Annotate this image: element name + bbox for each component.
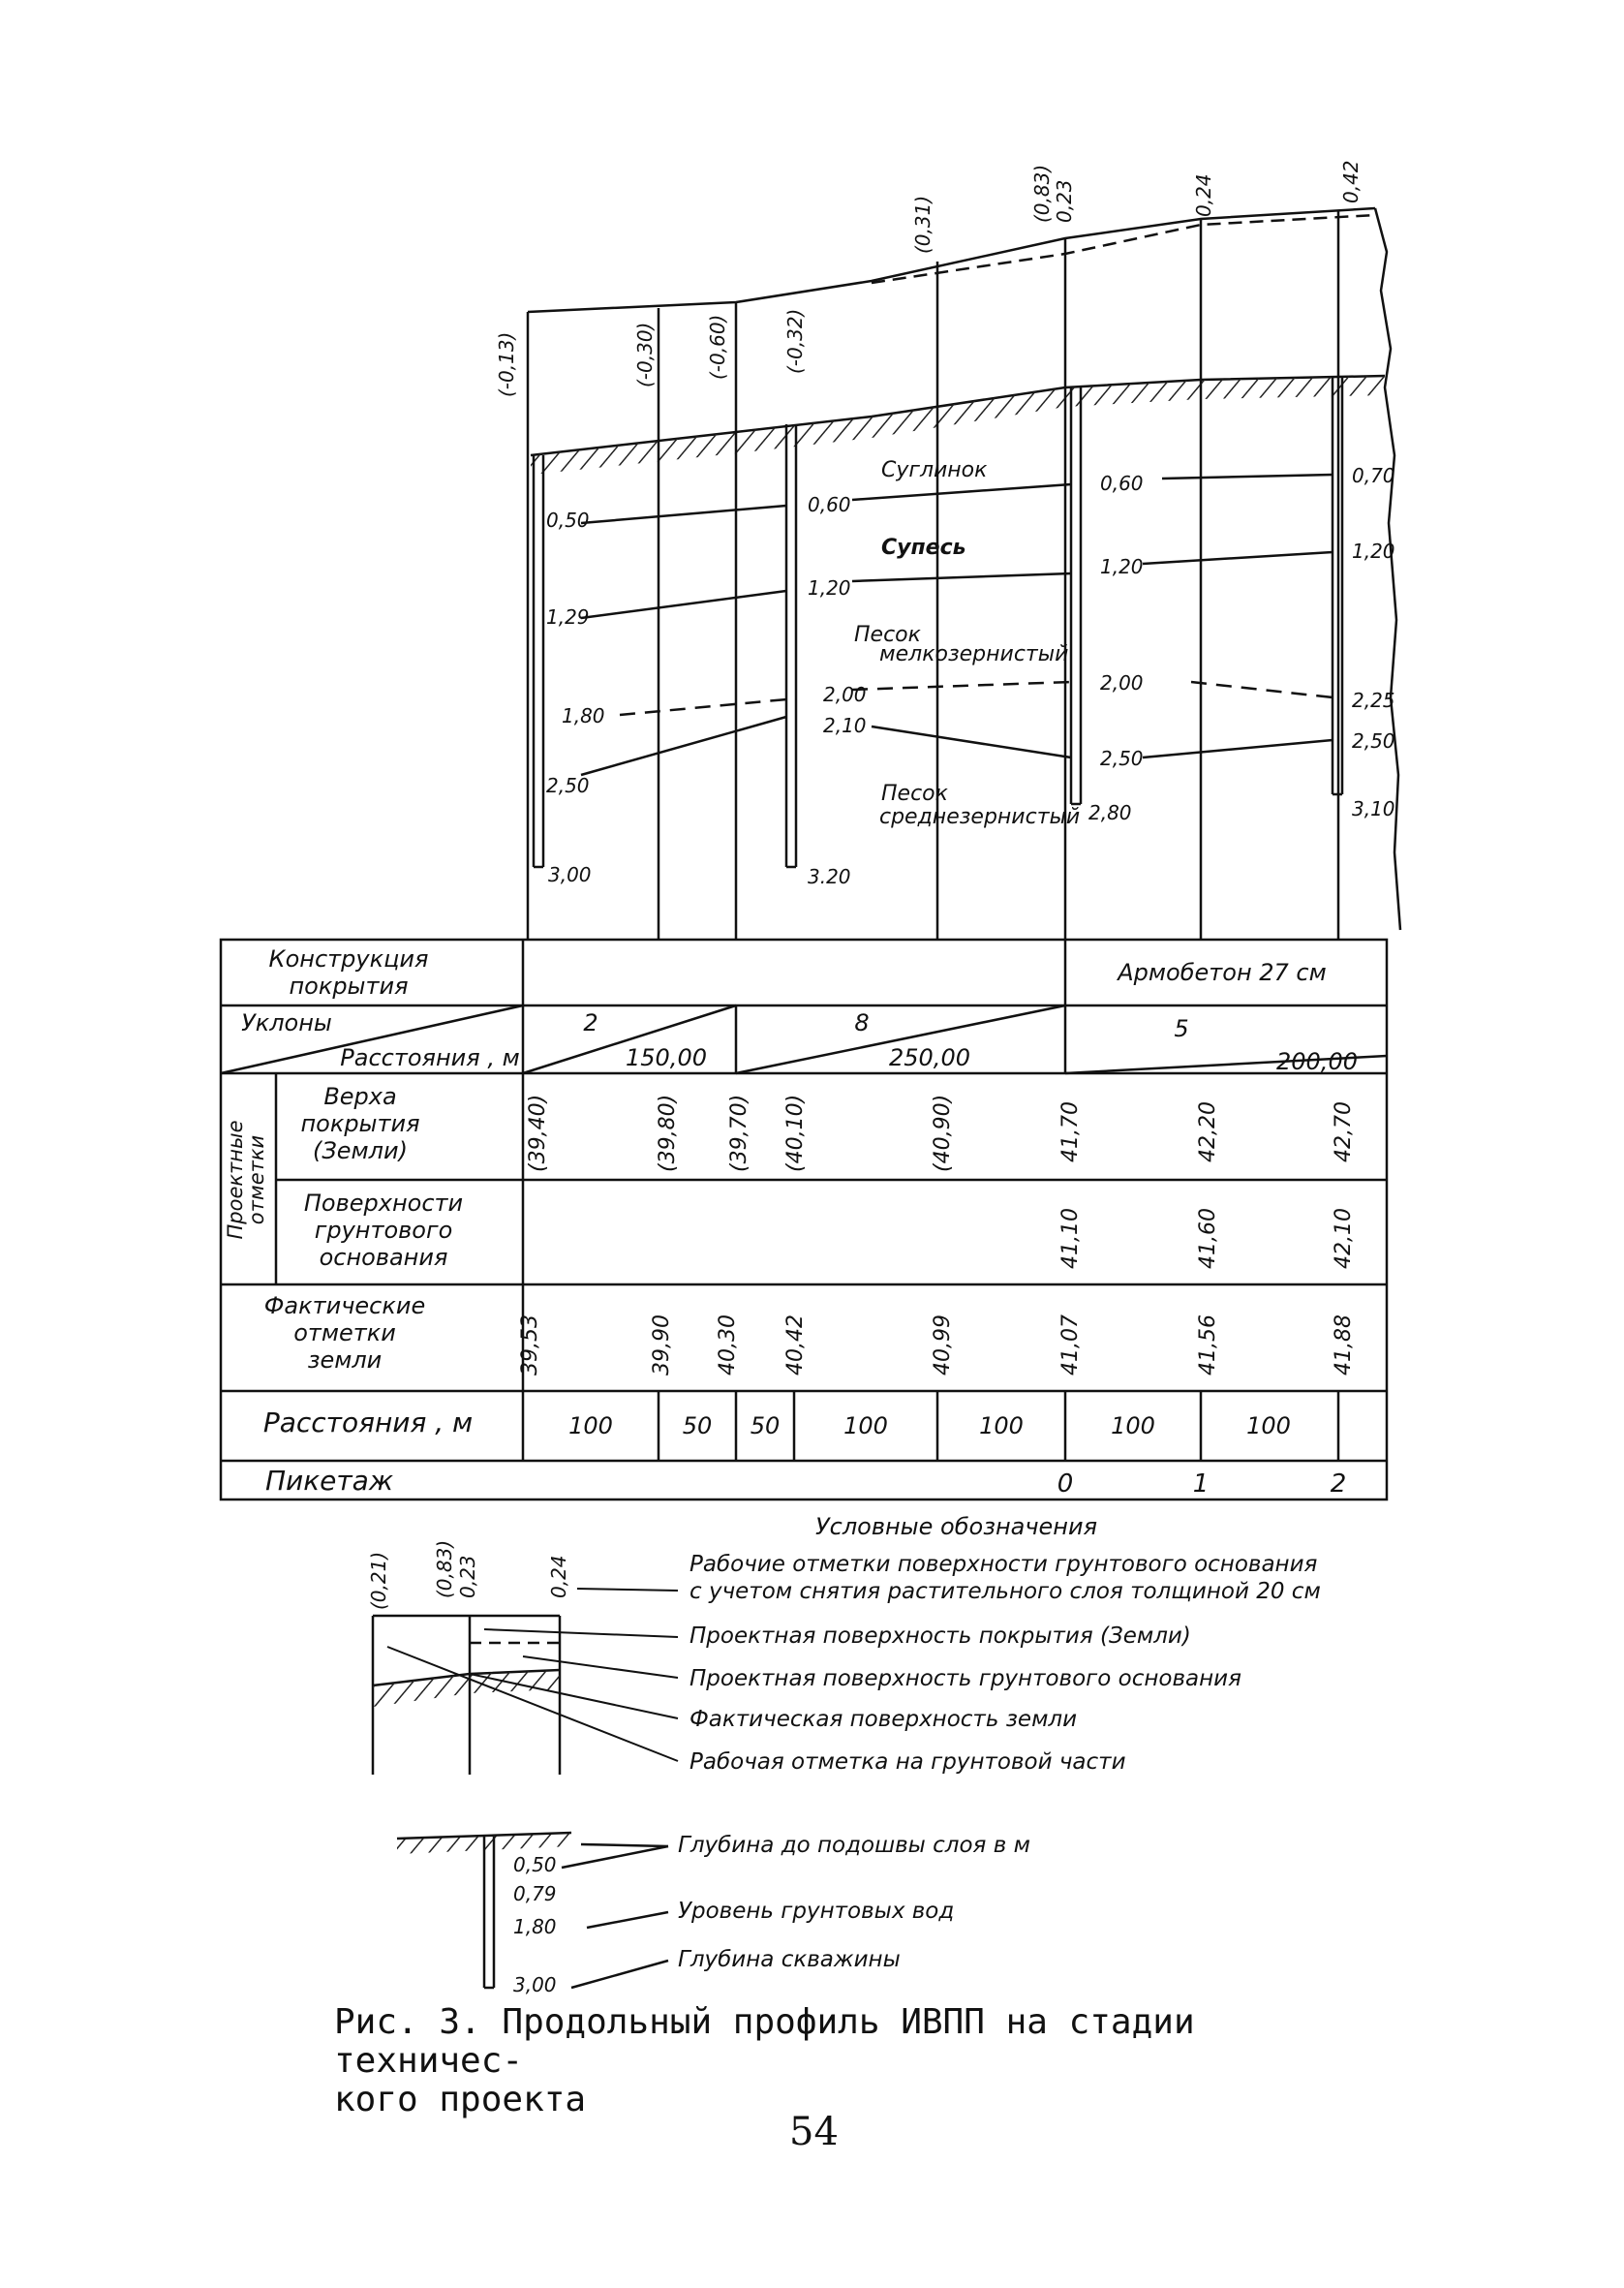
cell-value: 100 (568, 1412, 613, 1439)
cell-value: 50 (750, 1412, 781, 1439)
groundwater-line (1191, 682, 1333, 697)
depth-value: 1,20 (808, 576, 851, 600)
cell-value: 100 (1111, 1412, 1155, 1439)
cell-value: (39,80) (656, 1094, 680, 1172)
groundwater-line (620, 699, 786, 715)
depth-value: 1,29 (546, 605, 590, 629)
slope-distance: 250,00 (889, 1044, 970, 1071)
caption-line: кого проекта (334, 2080, 587, 2119)
slope-value: 2 (583, 1009, 598, 1036)
top-mark: 0,24 (1192, 173, 1215, 217)
depth-value: 2,50 (546, 774, 590, 797)
cell-value: 41,70 (1058, 1101, 1083, 1162)
row-label-top: Верха (323, 1083, 397, 1110)
top-mark: 0,23 (1053, 179, 1076, 223)
cell-value: (40,90) (931, 1094, 955, 1172)
row-label-distances: Расстояния , м (340, 1044, 520, 1071)
depth-value: 3,00 (548, 863, 592, 886)
table-values-top (526, 1095, 1356, 1172)
profile-right-edge (1375, 208, 1400, 930)
construction-value: Армобетон 27 см (1118, 959, 1327, 986)
borehole-2 (786, 424, 796, 867)
row-label-actual: Фактические (263, 1292, 426, 1319)
cell-value: 39,53 (518, 1314, 542, 1376)
design-surface-line (528, 208, 1375, 312)
top-mark: (-0,30) (633, 322, 657, 387)
cell-value: 41,88 (1332, 1314, 1356, 1376)
legend-item: Рабочие отметки поверхности грунтового основания (689, 1552, 1318, 1577)
cell-value: 100 (843, 1412, 888, 1439)
page-number: 54 (789, 2110, 839, 2154)
cell-value: 41,60 (1196, 1208, 1220, 1269)
cell-value: 50 (682, 1412, 713, 1439)
cell-value: 100 (1246, 1412, 1291, 1439)
row-label-slopes: Уклоны (241, 1009, 332, 1036)
depth-value: 1,20 (1352, 540, 1395, 563)
cell-value: 1 (1192, 1469, 1210, 1499)
depth-value: 3,10 (1352, 797, 1395, 820)
cell-value: 0 (1057, 1469, 1074, 1499)
row-label-top: покрытия (300, 1110, 420, 1137)
depth-value: 0,50 (546, 509, 590, 532)
cell-value: 41,56 (1196, 1314, 1220, 1376)
table-labels (224, 945, 1358, 1497)
cell-value: 100 (979, 1412, 1024, 1439)
slope-distance: 150,00 (626, 1044, 707, 1071)
legend-item: с учетом снятия растительного слоя толщиной 20 см (689, 1579, 1321, 1604)
legend-mini-profile (373, 1616, 560, 1775)
cell-value: (40,10) (783, 1094, 808, 1172)
layer-boundary (1162, 475, 1333, 479)
legend-depth-value: 0,79 (513, 1882, 557, 1905)
legend-title: Условные обозначения (815, 1513, 1098, 1540)
layer-label-suglinok: Суглинок (881, 458, 988, 482)
depth-value: 2,10 (823, 714, 867, 737)
legend-borehole-values (513, 1853, 557, 1996)
table-values-distances (568, 1412, 1291, 1439)
cell-value: 39,90 (650, 1314, 674, 1376)
row-label-distances: Расстояния , м (262, 1407, 474, 1438)
top-mark: (-0,60) (706, 314, 729, 380)
legend-item: Глубина скважины (678, 1947, 901, 1972)
legend-item: Проектная поверхность покрытия (Земли) (689, 1623, 1191, 1649)
cell-value: 42,20 (1196, 1101, 1220, 1162)
layer-boundary (1143, 740, 1333, 758)
layer-boundary (581, 717, 786, 775)
slope-value: 5 (1174, 1015, 1189, 1042)
row-label-base: основания (319, 1244, 448, 1271)
legend-item: Рабочая отметка на грунтовой части (689, 1749, 1126, 1775)
top-mark: 0,42 (1339, 160, 1363, 203)
cell-value: 40,42 (783, 1314, 808, 1376)
row-label-top: (Земли) (313, 1137, 408, 1164)
depth-value: 2,00 (1100, 671, 1144, 695)
slope-distance: 200,00 (1276, 1048, 1358, 1075)
group-label-design-marks: Проектные (224, 1120, 247, 1240)
borehole-3 (1071, 387, 1081, 804)
cell-value: 2 (1330, 1469, 1347, 1499)
depth-value: 0,60 (808, 493, 851, 516)
cell-value: 42,10 (1332, 1208, 1356, 1269)
cell-value: (39,70) (727, 1094, 751, 1172)
depth-value: 1,80 (562, 704, 605, 727)
cell-value: (39,40) (526, 1094, 550, 1172)
layer-boundary (581, 591, 786, 618)
row-label-construction: покрытия (289, 973, 409, 1000)
legend-mark: (0,21) (367, 1551, 390, 1610)
cell-value: 42,70 (1332, 1101, 1356, 1162)
borehole-1 (534, 455, 543, 867)
legend-depth-value: 3,00 (513, 1973, 557, 1996)
table-values-actual (518, 1314, 1356, 1376)
legend-item: Глубина до подошвы слоя в м (678, 1833, 1030, 1858)
depth-value: 2,25 (1352, 689, 1395, 712)
layer-boundary (581, 506, 786, 523)
table-values-base (1058, 1208, 1356, 1269)
layer-boundary (1143, 552, 1333, 564)
row-label-actual: земли (307, 1346, 383, 1374)
cell-value: 40,30 (716, 1314, 740, 1376)
legend-items (689, 1552, 1321, 1775)
top-mark: (0,83) (1030, 164, 1054, 223)
legend-item: Фактическая поверхность земли (689, 1707, 1078, 1732)
layer-label-fine-sand: Песок (854, 623, 921, 647)
layer-boundary (852, 484, 1071, 500)
layer-label-medium-sand: среднезернистый (879, 805, 1081, 829)
row-label-base: грунтового (314, 1217, 453, 1244)
depth-value: 0,70 (1352, 464, 1395, 487)
legend-mini-marks (367, 1540, 570, 1610)
layer-label-fine-sand: мелкозернистый (879, 642, 1069, 666)
depth-value: 3.20 (808, 865, 851, 888)
slope-value: 8 (854, 1009, 870, 1036)
depth-value: 1,20 (1100, 555, 1144, 578)
design-surface-dashed (872, 215, 1375, 283)
row-label-construction: Конструкция (268, 945, 429, 973)
legend-depth-value: 1,80 (513, 1915, 557, 1938)
figure-caption (334, 2003, 1399, 2119)
top-mark: (-0,32) (783, 308, 807, 374)
profile-top-marks (495, 160, 1363, 397)
legend-item: Проектная поверхность грунтового основания (689, 1666, 1241, 1691)
profile-drawing (528, 208, 1400, 940)
depth-value: 2,50 (1352, 729, 1395, 753)
layer-boundary (852, 573, 1071, 581)
depth-value: 2,00 (823, 683, 867, 706)
legend-mark: (0,83) (433, 1539, 456, 1598)
layer-boundary (872, 727, 1071, 758)
legend (367, 1513, 1321, 1996)
depth-value: 2,50 (1100, 747, 1144, 770)
cell-value: 41,10 (1058, 1208, 1083, 1269)
depth-value: 0,60 (1100, 472, 1144, 495)
row-label-actual: отметки (293, 1319, 396, 1346)
legend-mark: 0,24 (547, 1555, 570, 1598)
table-values-picket (1057, 1469, 1347, 1499)
row-label-picket: Пикетаж (264, 1465, 394, 1497)
legend-borehole-items (678, 1833, 1030, 1972)
top-mark: (0,31) (911, 195, 935, 254)
soil-layer-labels (854, 458, 1080, 829)
layer-label-supes: Супесь (881, 536, 966, 560)
caption-line: Рис. 3. Продольный профиль ИВПП на стадии техничес- (334, 2002, 1195, 2081)
cell-value: 40,99 (931, 1314, 955, 1376)
group-label-design-marks: отметки (245, 1134, 268, 1225)
legend-mark: 0,23 (456, 1555, 479, 1598)
row-label-base: Поверхности (303, 1190, 464, 1217)
depth-value: 2,80 (1088, 801, 1132, 824)
legend-depth-value: 0,50 (513, 1853, 557, 1876)
layer-label-medium-sand: Песок (881, 782, 948, 806)
legend-item: Уровень грунтовых вод (678, 1899, 955, 1924)
groundwater-line (852, 682, 1071, 690)
top-mark: (-0,13) (495, 331, 518, 397)
cell-value: 41,07 (1058, 1314, 1083, 1376)
